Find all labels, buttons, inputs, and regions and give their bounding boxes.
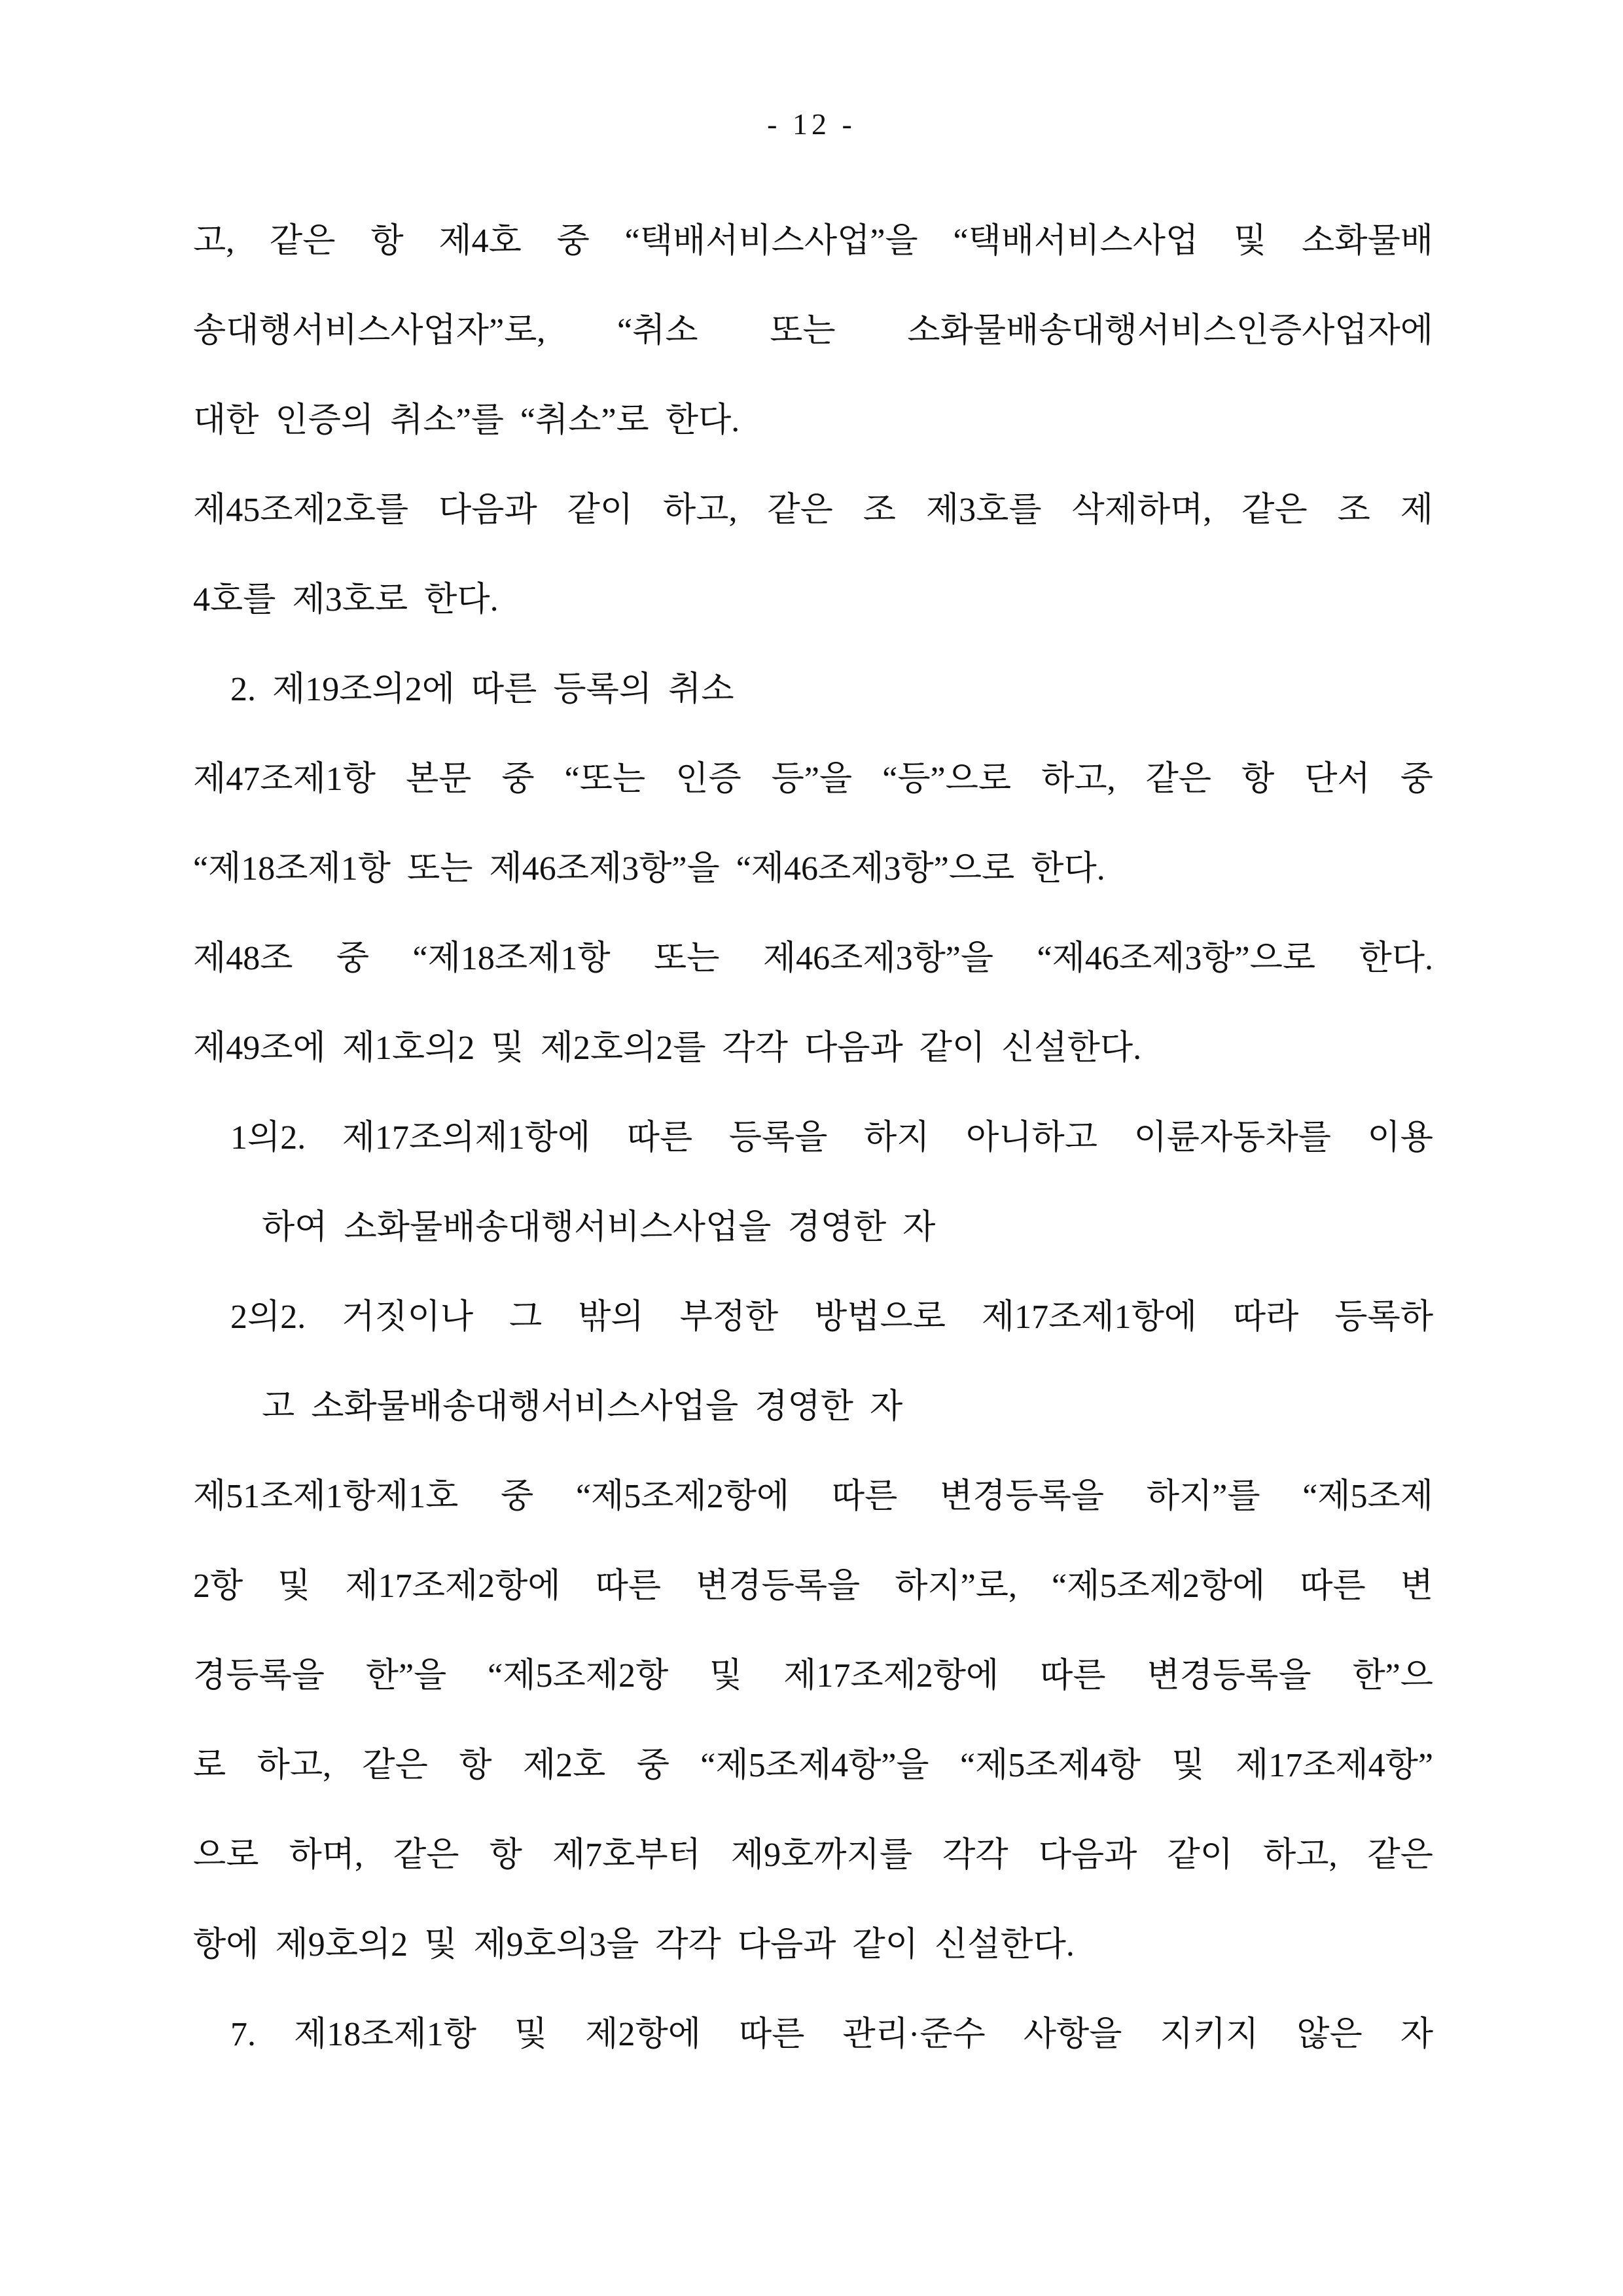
text-line: 항에 제9호의2 및 제9호의3을 각각 다음과 같이 신설한다. — [193, 1926, 1075, 1964]
text-line: 대한 인증의 취소”를 “취소”로 한다. — [193, 402, 740, 439]
text-line: 고, 같은 항 제4호 중 “택배서비스사업”을 “택배서비스사업 및 소화물배 — [193, 223, 1433, 260]
text-line: 제48조 중 “제18조제1항 또는 제46조제3항”을 “제46조제3항”으로 한다. — [193, 940, 1433, 977]
text-line-continuation: 하여 소화물배송대행서비스사업을 경영한 자 — [262, 1209, 936, 1246]
document-body — [193, 196, 1433, 2079]
text-line: 제51조제1항제1호 중 “제5조제2항에 따른 변경등록을 하지”를 “제5조제 — [193, 1478, 1433, 1515]
text-line-numbered-item: 1의2. 제17조의제1항에 따른 등록을 하지 아니하고 이륜자동차를 이용 — [230, 1119, 1433, 1157]
text-line: 로 하고, 같은 항 제2호 중 “제5조제4항”을 “제5조제4항 및 제17조제4항” — [193, 1747, 1433, 1784]
page-number: - 12 - — [767, 107, 856, 141]
text-line-numbered-item: 7. 제18조제1항 및 제2항에 따른 관리·준수 사항을 지키지 않은 자 — [230, 2016, 1433, 2053]
text-line: “제18조제1항 또는 제46조제3항”을 “제46조제3항”으로 한다. — [193, 850, 1105, 888]
text-line: 으로 하며, 같은 항 제7호부터 제9호까지를 각각 다음과 같이 하고, 같은 — [193, 1837, 1433, 1874]
text-line: 4호를 제3호로 한다. — [193, 581, 499, 619]
text-line-numbered-item: 2. 제19조의2에 따른 등록의 취소 — [230, 671, 734, 708]
text-line: 경등록을 한”을 “제5조제2항 및 제17조제2항에 따른 변경등록을 한”으 — [193, 1657, 1433, 1695]
text-line-continuation: 고 소화물배송대행서비스사업을 경영한 자 — [262, 1388, 903, 1426]
text-line-numbered-item: 2의2. 거짓이나 그 밖의 부정한 방법으로 제17조제1항에 따라 등록하 — [230, 1299, 1433, 1336]
text-line: 제47조제1항 본문 중 “또는 인증 등”을 “등”으로 하고, 같은 항 단서 중 — [193, 761, 1433, 798]
text-line: 송대행서비스사업자”로, “취소 또는 소화물배송대행서비스인증사업자에 — [193, 312, 1433, 350]
text-line: 제49조에 제1호의2 및 제2호의2를 각각 다음과 같이 신설한다. — [193, 1030, 1142, 1067]
text-line: 제45조제2호를 다음과 같이 하고, 같은 조 제3호를 삭제하며, 같은 조 제 — [193, 492, 1433, 529]
text-line: 2항 및 제17조제2항에 따른 변경등록을 하지”로, “제5조제2항에 따른 변 — [193, 1568, 1433, 1605]
